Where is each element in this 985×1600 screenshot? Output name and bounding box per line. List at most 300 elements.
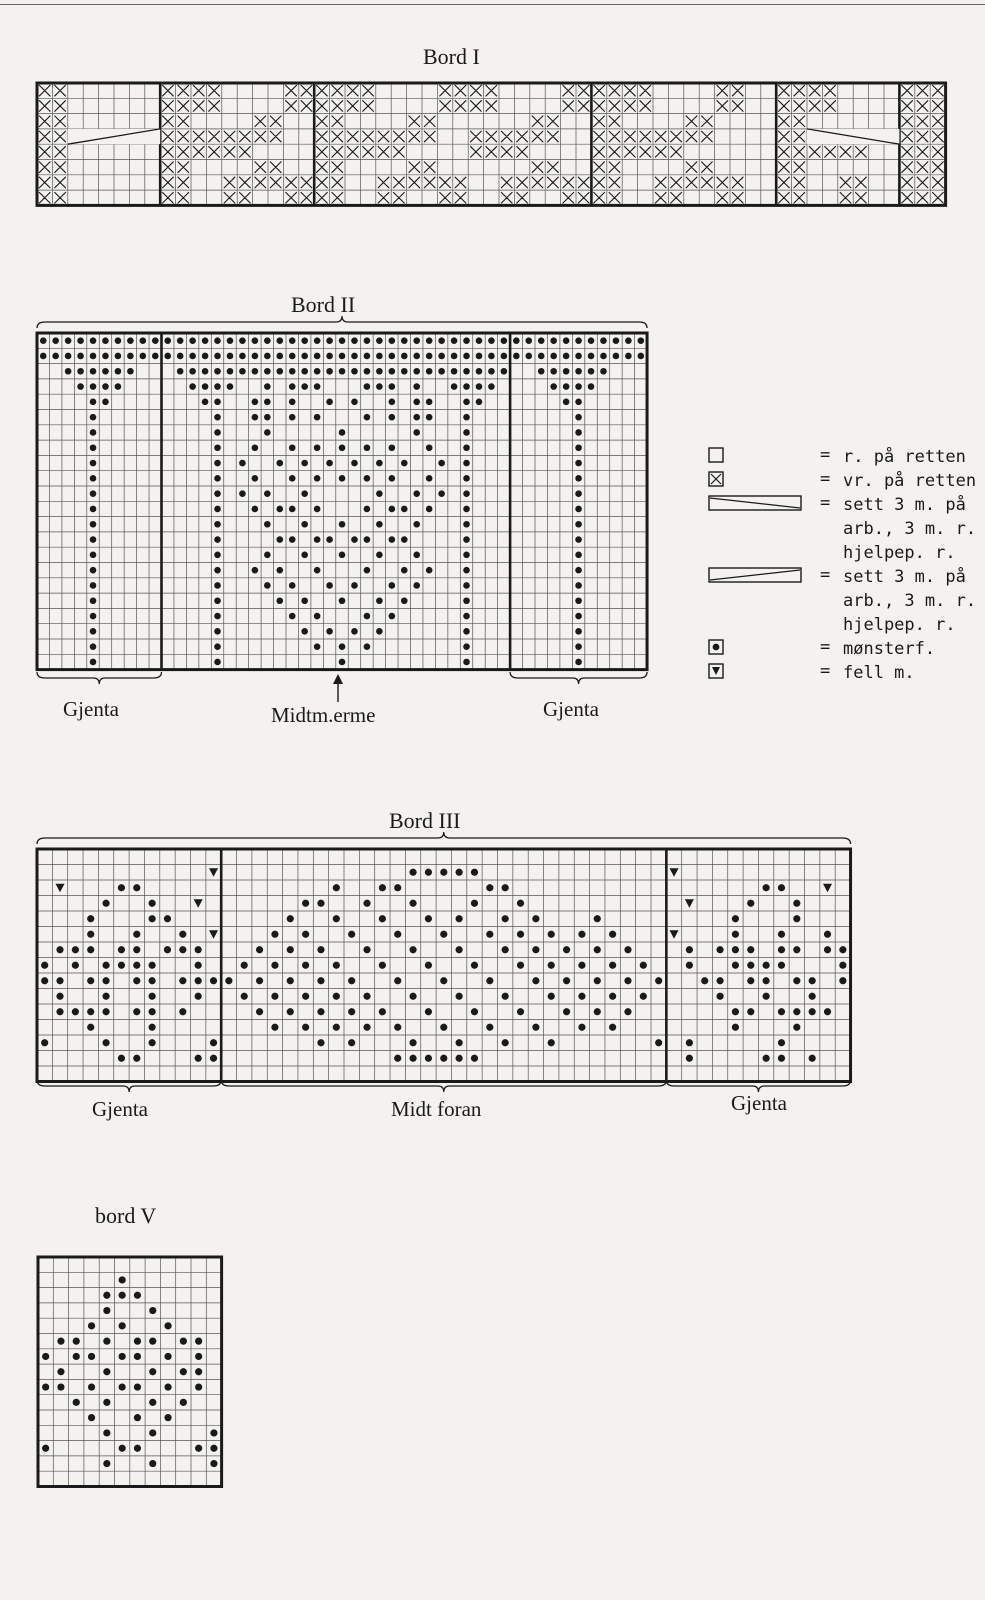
bord5-pattern-dot [164,1353,171,1360]
bord3-pattern-dot [333,915,340,922]
bord3-pattern-dot [839,946,846,953]
bord5-pattern-dot [210,1460,217,1467]
bord3-decrease-triangle [670,868,679,877]
bord3-pattern-dot [716,946,723,953]
bord2-pattern-dot [227,368,234,375]
bord2-pattern-dot [264,353,271,360]
bord2-pattern-dot [164,337,171,344]
bord2-pattern-dot [426,506,433,513]
bord2-pattern-dot [276,368,283,375]
bord2-pattern-dot [314,337,321,344]
bord3-pattern-dot [87,977,94,984]
bord2-pattern-dot [364,567,371,574]
bord3-pattern-dot [440,931,447,938]
bord5-pattern-dot [119,1322,126,1329]
bord3-pattern-dot [640,993,647,1000]
bord2-pattern-dot [339,429,346,436]
bord3-pattern-dot [548,993,555,1000]
bord2-pattern-dot [364,353,371,360]
bord3-pattern-dot [87,1024,94,1031]
bord3-pattern-dot [379,962,386,969]
bord2-pattern-dot [426,444,433,451]
bord3-pattern-dot [363,1024,370,1031]
bord3-pattern-dot [686,962,693,969]
bord2-pattern-dot [575,552,582,559]
bord3-pattern-dot [778,884,785,891]
bord2-pattern-dot [463,490,470,497]
bord2-pattern-dot [252,414,259,421]
bord3-pattern-dot [594,946,601,953]
bord2-pattern-dot [65,368,72,375]
bord2-pattern-dot [364,475,371,482]
bord5-gridlines [38,1257,222,1487]
bord5-pattern-dot [88,1353,95,1360]
bord3-pattern-dot [747,977,754,984]
bord3-pattern-dot [517,931,524,938]
bord3-pattern-dot [164,946,171,953]
bord3-pattern-dot [425,1008,432,1015]
bord2-mid-label: Midtm.erme [271,703,376,727]
bord2-pattern-dot [401,368,408,375]
bord2-pattern-dot [115,368,122,375]
bord2-pattern-dot [389,475,396,482]
bord5-pattern-dot [180,1399,187,1406]
bord2-pattern-dot [326,582,333,589]
bord2-pattern-dot [339,552,346,559]
bord2-right-brace [510,672,647,684]
bord2-pattern-dot [239,368,246,375]
bord3-pattern-dot [87,915,94,922]
bord2-pattern-dot [426,567,433,574]
bord3-pattern-dot [425,1055,432,1062]
legend-row: = sett 3 m. på arb., 3 m. r. hjelpep. r. [708,493,749,565]
bord2-pattern-dot [575,643,582,650]
bord2-pattern-dot [339,643,346,650]
bord3-pattern-dot [486,977,493,984]
bord2-pattern-dot [115,337,122,344]
bord2-pattern-dot [339,521,346,528]
bord2-pattern-dot [463,506,470,513]
bord2-pattern-dot [401,597,408,604]
bord5-pattern-dot [149,1399,156,1406]
bord3-pattern-dot [241,962,248,969]
bord2-pattern-dot [140,337,147,344]
bord3-pattern-dot [778,1055,785,1062]
bord3-pattern-dot [72,962,79,969]
bord2-pattern-dot [426,399,433,406]
bord2-pattern-dot [239,490,246,497]
bord3-pattern-dot [149,962,156,969]
bord2-pattern-dot [389,444,396,451]
bord2-pattern-dot [90,429,97,436]
bord3-pattern-dot [747,946,754,953]
bord2-pattern-dot [389,536,396,543]
bord2-pattern-dot [276,536,283,543]
bord2-pattern-dot [389,613,396,620]
bord3-pattern-dot [517,1008,524,1015]
bord5-pattern-dot [103,1460,110,1467]
bord3-pattern-dot [793,915,800,922]
bord3-pattern-dot [824,1008,831,1015]
bord2-pattern-dot [563,353,570,360]
bord2-pattern-dot [476,353,483,360]
bord3-pattern-dot [563,1008,570,1015]
bord2-pattern-dot [77,368,84,375]
bord3-pattern-dot [778,1008,785,1015]
bord2-pattern-dot [90,643,97,650]
bord3-pattern-dot [425,915,432,922]
bord2-pattern-dot [264,582,271,589]
bord2-pattern-dot [214,383,221,390]
bord2-pattern-dot [289,368,296,375]
bord5-pattern-dot [195,1368,202,1375]
bord2-pattern-dot [214,337,221,344]
bord3-pattern-dot [317,946,324,953]
bord2-pattern-dot [501,368,508,375]
bord2-pattern-dot [463,597,470,604]
bord2-pattern-dot [65,353,72,360]
bord2-pattern-dot [389,353,396,360]
bord3-pattern-dot [102,1039,109,1046]
bord2-pattern-dot [214,628,221,635]
bord2-pattern-dot [90,567,97,574]
bord2-pattern-dot [90,613,97,620]
bord2-pattern-dot [90,490,97,497]
bord3-pattern-dot [333,884,340,891]
bord3-pattern-dot [578,962,585,969]
bord2-pattern-dot [214,414,221,421]
bord2-pattern-dot [438,368,445,375]
bord2-pattern-dot [364,613,371,620]
bord5-pattern-dot [103,1338,110,1345]
bord2-pattern-dot [289,399,296,406]
bord2-pattern-dot [264,383,271,390]
bord3-pattern-dot [409,1039,416,1046]
bord3-title: Bord III [389,808,461,833]
bord3-pattern-dot [456,946,463,953]
bord3-pattern-dot [118,1055,125,1062]
bord3-pattern-dot [563,946,570,953]
bord2-pattern-dot [575,506,582,513]
bord2-pattern-dot [115,353,122,360]
bord2-pattern-dot [389,383,396,390]
bord1-title: Bord I [423,44,480,69]
bord2-pattern-dot [463,536,470,543]
bord2-pattern-dot [613,337,620,344]
bord2-pattern-dot [202,337,209,344]
bord2-pattern-dot [563,399,570,406]
bord2-pattern-dot [314,506,321,513]
bord2-pattern-dot [264,368,271,375]
bord3-pattern-dot [379,915,386,922]
bord2-pattern-dot [301,521,308,528]
bord3-pattern-dot [394,931,401,938]
bord5-pattern-dot [57,1383,64,1390]
bord3-pattern-dot [609,1024,616,1031]
bord3-pattern-dot [456,915,463,922]
bord2-pattern-dot [588,383,595,390]
bord3-pattern-dot [179,931,186,938]
bord3-pattern-dot [409,900,416,907]
bord2-pattern-dot [426,414,433,421]
bord2-pattern-dot [451,353,458,360]
bord3-pattern-dot [594,915,601,922]
bord2-pattern-dot [252,444,259,451]
bord2-pattern-dot [90,659,97,666]
bord3-pattern-dot [133,884,140,891]
bord2-pattern-dot [314,444,321,451]
bord5-pattern-dot [103,1292,110,1299]
bord2-pattern-dot [202,399,209,406]
bord3-pattern-dot [809,1055,816,1062]
bord2-pattern-dot [476,337,483,344]
bord5-pattern-dot [119,1292,126,1299]
bord2-pattern-dot [413,337,420,344]
bord5-pattern-dot [195,1338,202,1345]
bord2-pattern-dot [426,337,433,344]
bord3-pattern-dot [778,946,785,953]
bord3-pattern-dot [56,1008,63,1015]
bord2-pattern-dot [214,597,221,604]
bord2-pattern-dot [351,368,358,375]
bord5-pattern-dot [210,1429,217,1436]
bord2-pattern-dot [376,521,383,528]
bord2-pattern-dot [276,567,283,574]
bord2-pattern-dot [364,383,371,390]
bord3-pattern-dot [348,931,355,938]
bord3-pattern-dot [149,1008,156,1015]
bord3-right-label: Gjenta [731,1091,787,1115]
bord2-pattern-dot [90,414,97,421]
bord2-pattern-dot [252,353,259,360]
bord2-pattern-dot [127,368,134,375]
bord2-pattern-dot [202,383,209,390]
bord3-decrease-triangle [209,930,218,939]
bord2-pattern-dot [326,399,333,406]
bord2-pattern-dot [214,475,221,482]
bord2-left-brace [37,672,162,684]
bord3-pattern-dot [133,977,140,984]
bord2-pattern-dot [563,383,570,390]
bord3-pattern-dot [486,884,493,891]
bord2-pattern-dot [314,613,321,620]
bord5-pattern-dot [164,1383,171,1390]
bord2-pattern-dot [575,444,582,451]
bord3-pattern-dot [210,1055,217,1062]
bord3-pattern-dot [624,946,631,953]
bord3-pattern-dot [87,1008,94,1015]
bord2-pattern-dot [202,368,209,375]
bord3-pattern-dot [133,1055,140,1062]
bord3-pattern-dot [778,931,785,938]
bord2-pattern-dot [252,368,259,375]
bord3-pattern-dot [502,993,509,1000]
bord2-pattern-dot [401,353,408,360]
bord3-pattern-dot [287,946,294,953]
bord2-pattern-dot [525,337,532,344]
bord3-pattern-dot [532,1024,539,1031]
bord2-pattern-dot [214,659,221,666]
bord2-pattern-dot [600,353,607,360]
bord2-pattern-dot [40,337,47,344]
bord3-pattern-dot [210,1039,217,1046]
bord2-pattern-dot [301,490,308,497]
bord2-pattern-dot [476,368,483,375]
bord5-pattern-dot [164,1322,171,1329]
bord3-pattern-dot [609,962,616,969]
legend-row: = r. på retten [708,445,749,469]
bord2-pattern-dot [326,353,333,360]
bord2-pattern-dot [563,368,570,375]
bord2-pattern-dot [351,337,358,344]
bord3-pattern-dot [149,1039,156,1046]
bord2-pattern-dot [463,613,470,620]
bord2-pattern-dot [364,506,371,513]
bord5-pattern-dot [149,1368,156,1375]
bord2-pattern-dot [326,460,333,467]
bord2-pattern-dot [413,414,420,421]
bord2-pattern-dot [90,353,97,360]
bord3-pattern-dot [271,931,278,938]
bord3-pattern-dot [271,1024,278,1031]
bord3-pattern-dot [102,900,109,907]
bord3-pattern-dot [517,962,524,969]
bord5-pattern-dot [119,1383,126,1390]
bord2-pattern-dot [301,368,308,375]
bord5-pattern-dot [195,1353,202,1360]
bord2-pattern-dot [202,353,209,360]
bord2-pattern-dot [364,414,371,421]
bord5-pattern-dot [88,1383,95,1390]
bord3-pattern-dot [302,993,309,1000]
bord5-pattern-dot [134,1445,141,1452]
bord5-pattern-dot [180,1338,187,1345]
bord2-pattern-dot [127,337,134,344]
bord3-pattern-dot [317,900,324,907]
bord3-pattern-dot [732,1024,739,1031]
bord3-pattern-dot [809,993,816,1000]
bord5-pattern-dot [57,1338,64,1345]
bord2-pattern-dot [239,460,246,467]
bord2-pattern-dot [463,383,470,390]
legend-row: = vr. på retten [708,469,749,493]
bord2-pattern-dot [438,490,445,497]
bord2-pattern-dot [575,399,582,406]
bord2-pattern-dot [575,582,582,589]
bord2-pattern-dot [575,429,582,436]
bord2-pattern-dot [227,383,234,390]
bord2-pattern-dot [90,552,97,559]
bord3-pattern-dot [195,977,202,984]
bord3-pattern-dot [747,1008,754,1015]
bord3-pattern-dot [425,869,432,876]
bord2-pattern-dot [252,475,259,482]
bord2-pattern-dot [376,383,383,390]
bord5-pattern-dot [164,1414,171,1421]
bord2-pattern-dot [438,353,445,360]
bord2-pattern-dot [463,475,470,482]
bord2-pattern-dot [339,337,346,344]
bord2-pattern-dot [550,368,557,375]
bord3-pattern-dot [133,962,140,969]
bord2-pattern-dot [501,337,508,344]
bord2-pattern-dot [276,597,283,604]
bord2-pattern-dot [314,368,321,375]
bord2-pattern-dot [264,414,271,421]
bord2-pattern-dot [102,368,109,375]
bord5-pattern-dot [180,1368,187,1375]
bord2-pattern-dot [463,582,470,589]
bord2-pattern-dot [314,536,321,543]
bord3-pattern-dot [686,946,693,953]
bord2-pattern-dot [438,337,445,344]
bord2-pattern-dot [40,353,47,360]
bord3-pattern-dot [763,962,770,969]
bord2-pattern-dot [501,353,508,360]
bord5-pattern-dot [42,1383,49,1390]
bord5-pattern-dot [134,1338,141,1345]
bord2-pattern-dot [413,399,420,406]
bord3-pattern-dot [486,931,493,938]
bord3-pattern-dot [471,1055,478,1062]
bord2-pattern-dot [214,643,221,650]
bord2-pattern-dot [90,597,97,604]
bord2-pattern-dot [401,460,408,467]
bord3-pattern-dot [133,946,140,953]
bord2-pattern-dot [314,353,321,360]
bord3-pattern-dot [256,1008,263,1015]
bord2-pattern-dot [264,552,271,559]
bord2-pattern-dot [152,337,159,344]
bord2-pattern-dot [289,353,296,360]
bord2-pattern-dot [77,337,84,344]
bord5-pattern-dot [149,1460,156,1467]
bord3-pattern-dot [271,993,278,1000]
legend-row: = fell m. [708,661,749,685]
bord3-pattern-dot [409,946,416,953]
bord5-pattern-dot [88,1414,95,1421]
legend-text: sett 3 m. på arb., 3 m. r. hjelpep. r. [843,495,977,563]
bord3-pattern-dot [56,946,63,953]
bord3-pattern-dot [118,962,125,969]
bord3-pattern-dot [793,1024,800,1031]
bord3-pattern-dot [471,900,478,907]
bord5-pattern-dot [119,1353,126,1360]
bord2-pattern-dot [463,460,470,467]
bord3-pattern-dot [716,977,723,984]
bord2-pattern-dot [600,337,607,344]
bord2-pattern-dot [239,337,246,344]
bord2-pattern-dot [389,414,396,421]
bord3-pattern-dot [594,1008,601,1015]
bord3-pattern-dot [379,884,386,891]
bord3-decrease-triangle [56,884,65,893]
bord3-pattern-dot [394,1024,401,1031]
bord2-pattern-dot [463,353,470,360]
bord3-decrease-triangle [685,899,694,908]
bord3-pattern-dot [149,915,156,922]
bord3-pattern-dot [624,1008,631,1015]
bord2-gridlines [37,333,647,670]
bord2-pattern-dot [575,475,582,482]
bord3-pattern-dot [793,900,800,907]
bord2-pattern-dot [426,353,433,360]
bord3-pattern-dot [440,977,447,984]
bord2-pattern-dot [65,337,72,344]
bord2-pattern-dot [177,353,184,360]
bord2-pattern-dot [214,613,221,620]
bord2-pattern-dot [376,460,383,467]
